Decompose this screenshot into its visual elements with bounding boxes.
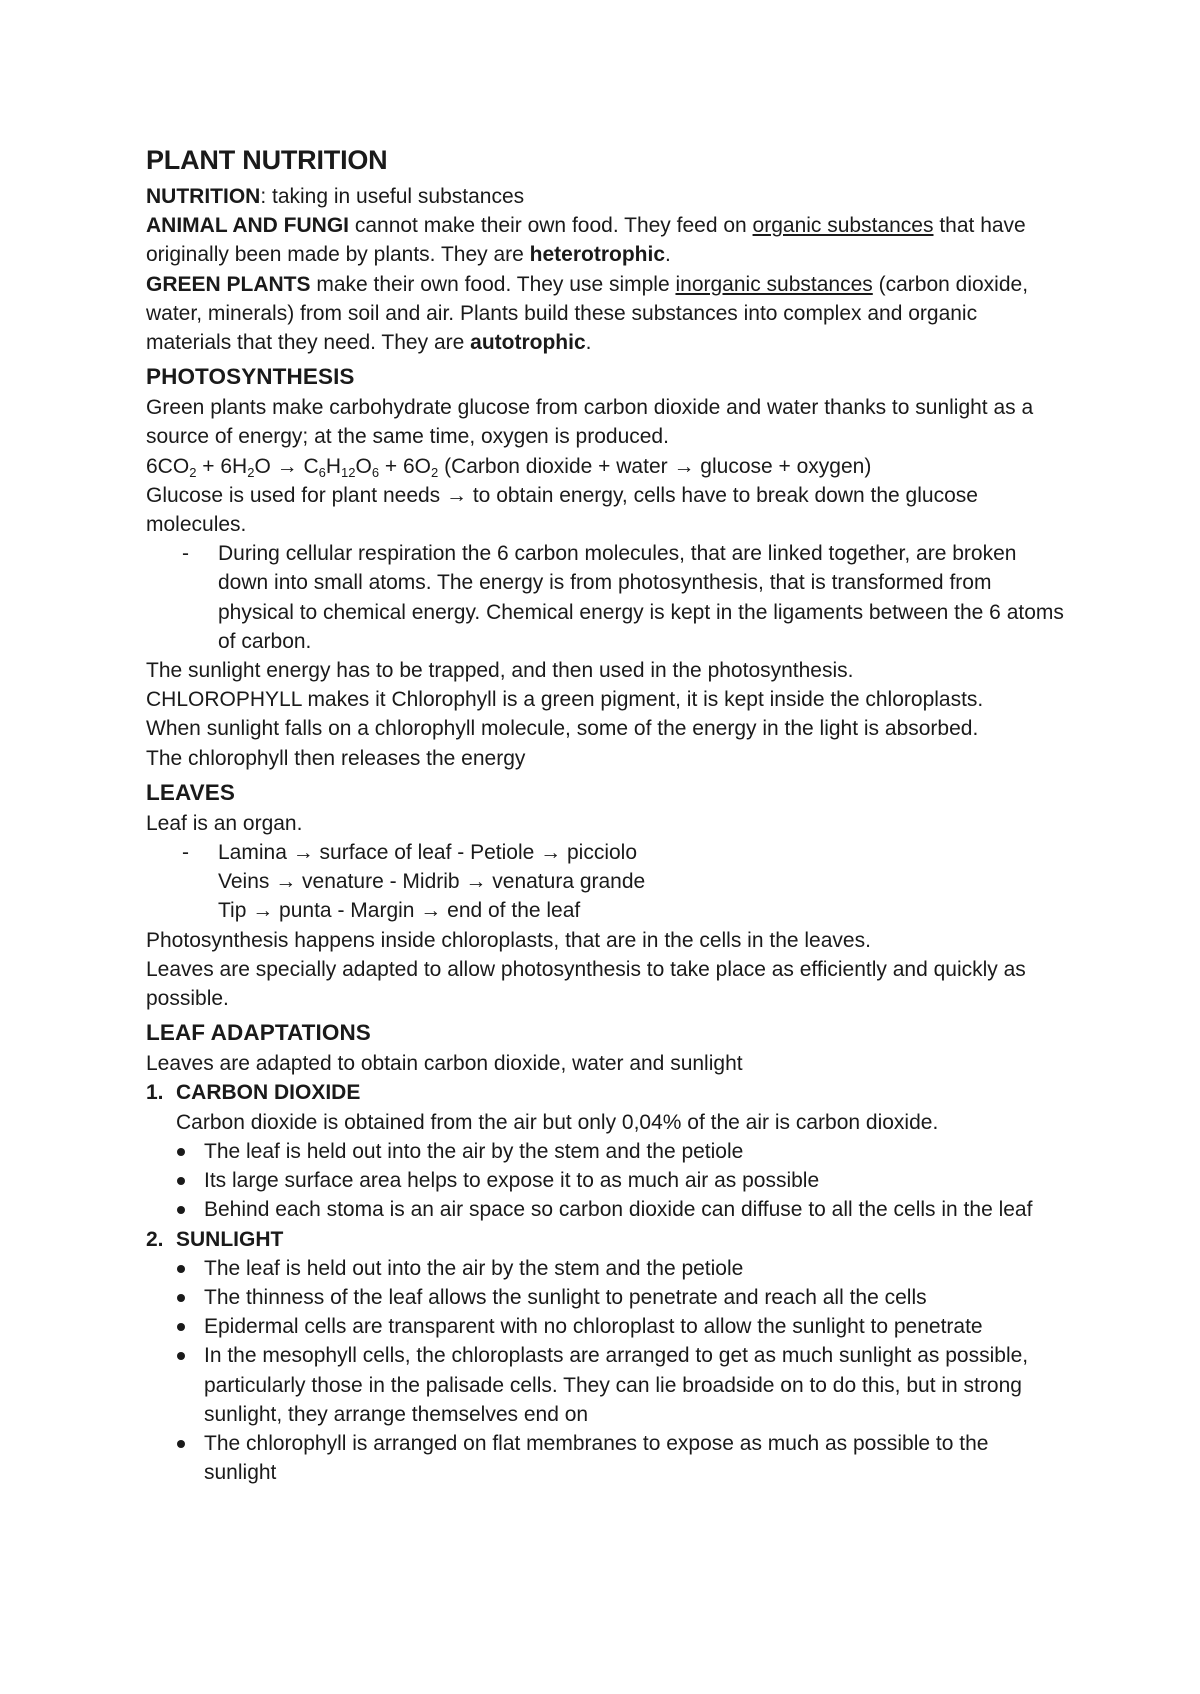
- release-paragraph: The chlorophyll then releases the energy: [146, 746, 526, 770]
- carbon-dioxide-intro: Carbon dioxide is obtained from the air but only 0,04% of the air is carbon dioxide.: [176, 1110, 939, 1134]
- animals-paragraph: ANIMAL AND FUNGI cannot make their own food. They feed on organic substances that have originally been made by plants. They are heterotrophic.: [146, 214, 1026, 267]
- list-item: Epidermal cells are transparent with no chloroplast to allow the sunlight to penetrate: [146, 1312, 1066, 1341]
- document-title: PLANT NUTRITION: [146, 145, 388, 175]
- list-item: The chlorophyll is arranged on flat membranes to expose as much as possible to the sunlight: [146, 1429, 1066, 1487]
- nutrition-definition: NUTRITION: taking in useful substances: [146, 185, 525, 208]
- sunlight-heading: 2. SUNLIGHT: [146, 1227, 284, 1251]
- photosynthesis-intro: Green plants make carbohydrate glucose from carbon dioxide and water thanks to sunlight as a source of energy; at the same time, oxygen is produced.: [146, 396, 1034, 449]
- dash-marker-icon: -: [182, 542, 189, 566]
- absorption-paragraph: When sunlight falls on a chlorophyll molecule, some of the energy in the light is absorbed.: [146, 717, 979, 741]
- document-page: [146, 140, 1066, 1487]
- leaves-heading: LEAVES: [146, 779, 235, 805]
- nutrition-term: NUTRITION: [146, 185, 261, 208]
- autotrophic-term: autotrophic: [470, 331, 586, 355]
- leaf-parts-line-2: Veins → venature - Midrib → venatura grande: [218, 870, 646, 894]
- sunlight-bullets: [146, 1254, 1066, 1488]
- dash-marker-icon: -: [182, 841, 189, 865]
- leaf-parts-line-3: Tip → punta - Margin → end of the leaf: [218, 899, 581, 923]
- green-plants-term: GREEN PLANTS: [146, 272, 311, 296]
- photosynthesis-equation: $6CO_2 + 6H_2O \to C_6H_{12}O_6 + 6O_2$ (Carbon dioxide + water → glucose + oxygen): [146, 454, 872, 480]
- carbon-dioxide-bullets: [146, 1137, 1066, 1225]
- list-item: The thinness of the leaf allows the sunlight to penetrate and reach all the cells: [146, 1283, 1066, 1312]
- heterotrophic-term: heterotrophic: [529, 243, 666, 267]
- leaf-adaptations-heading: LEAF ADAPTATIONS: [146, 1020, 371, 1046]
- list-item: The leaf is held out into the air by the stem and the petiole: [146, 1137, 1066, 1166]
- respiration-list: [146, 539, 1066, 656]
- list-item: In the mesophyll cells, the chloroplasts are arranged to get as much sunlight as possible, particularly those in the palisade cells. They can lie broadside on to do this, but in strong sunlight, they arrange themselves end on: [146, 1341, 1066, 1429]
- chlorophyll-paragraph: CHLOROPHYLL makes it Chlorophyll is a green pigment, it is kept inside the chloroplasts.: [146, 688, 984, 712]
- leaf-parts-list: [146, 838, 1066, 867]
- photosynthesis-heading: PHOTOSYNTHESIS: [146, 364, 355, 390]
- leaves-intro: Leaf is an organ.: [146, 811, 303, 835]
- list-item: - Lamina → surface of leaf - Petiole → picciolo: [146, 838, 1066, 867]
- green-plants-paragraph: GREEN PLANTS make their own food. They use simple inorganic substances (carbon dioxide, water, minerals) from soil and air. Plants build these substances into complex and organic materials that they need. They are autotrophic.: [146, 272, 1029, 355]
- chloroplasts-paragraph: Photosynthesis happens inside chloroplasts, that are in the cells in the leaves.: [146, 928, 871, 952]
- sunlight-energy-paragraph: The sunlight energy has to be trapped, and then used in the photosynthesis.: [146, 659, 854, 683]
- list-item: The leaf is held out into the air by the stem and the petiole: [146, 1254, 1066, 1283]
- adapted-paragraph: Leaves are specially adapted to allow photosynthesis to take place as efficiently and quickly as possible.: [146, 957, 1026, 1011]
- animals-term: ANIMAL AND FUNGI: [146, 214, 349, 238]
- organic-substances-underline: organic substances: [752, 214, 934, 238]
- list-item: - During cellular respiration the 6 carbon molecules, that are linked together, are broken down into small atoms. The energy is from photosynthesis, that is transformed from physical to chemical energy. Chemical energy is kept in the ligaments between the 6 atoms of carbon.: [146, 539, 1066, 656]
- adaptations-intro: Leaves are adapted to obtain carbon dioxide, water and sunlight: [146, 1052, 743, 1076]
- list-item: Its large surface area helps to expose it to as much air as possible: [146, 1166, 1066, 1195]
- list-item: Behind each stoma is an air space so carbon dioxide can diffuse to all the cells in the leaf: [146, 1195, 1066, 1224]
- glucose-paragraph: Glucose is used for plant needs → to obtain energy, cells have to break down the glucose molecules.: [146, 483, 978, 537]
- inorganic-substances-underline: inorganic substances: [675, 272, 873, 296]
- carbon-dioxide-heading: 1. CARBON DIOXIDE: [146, 1081, 361, 1105]
